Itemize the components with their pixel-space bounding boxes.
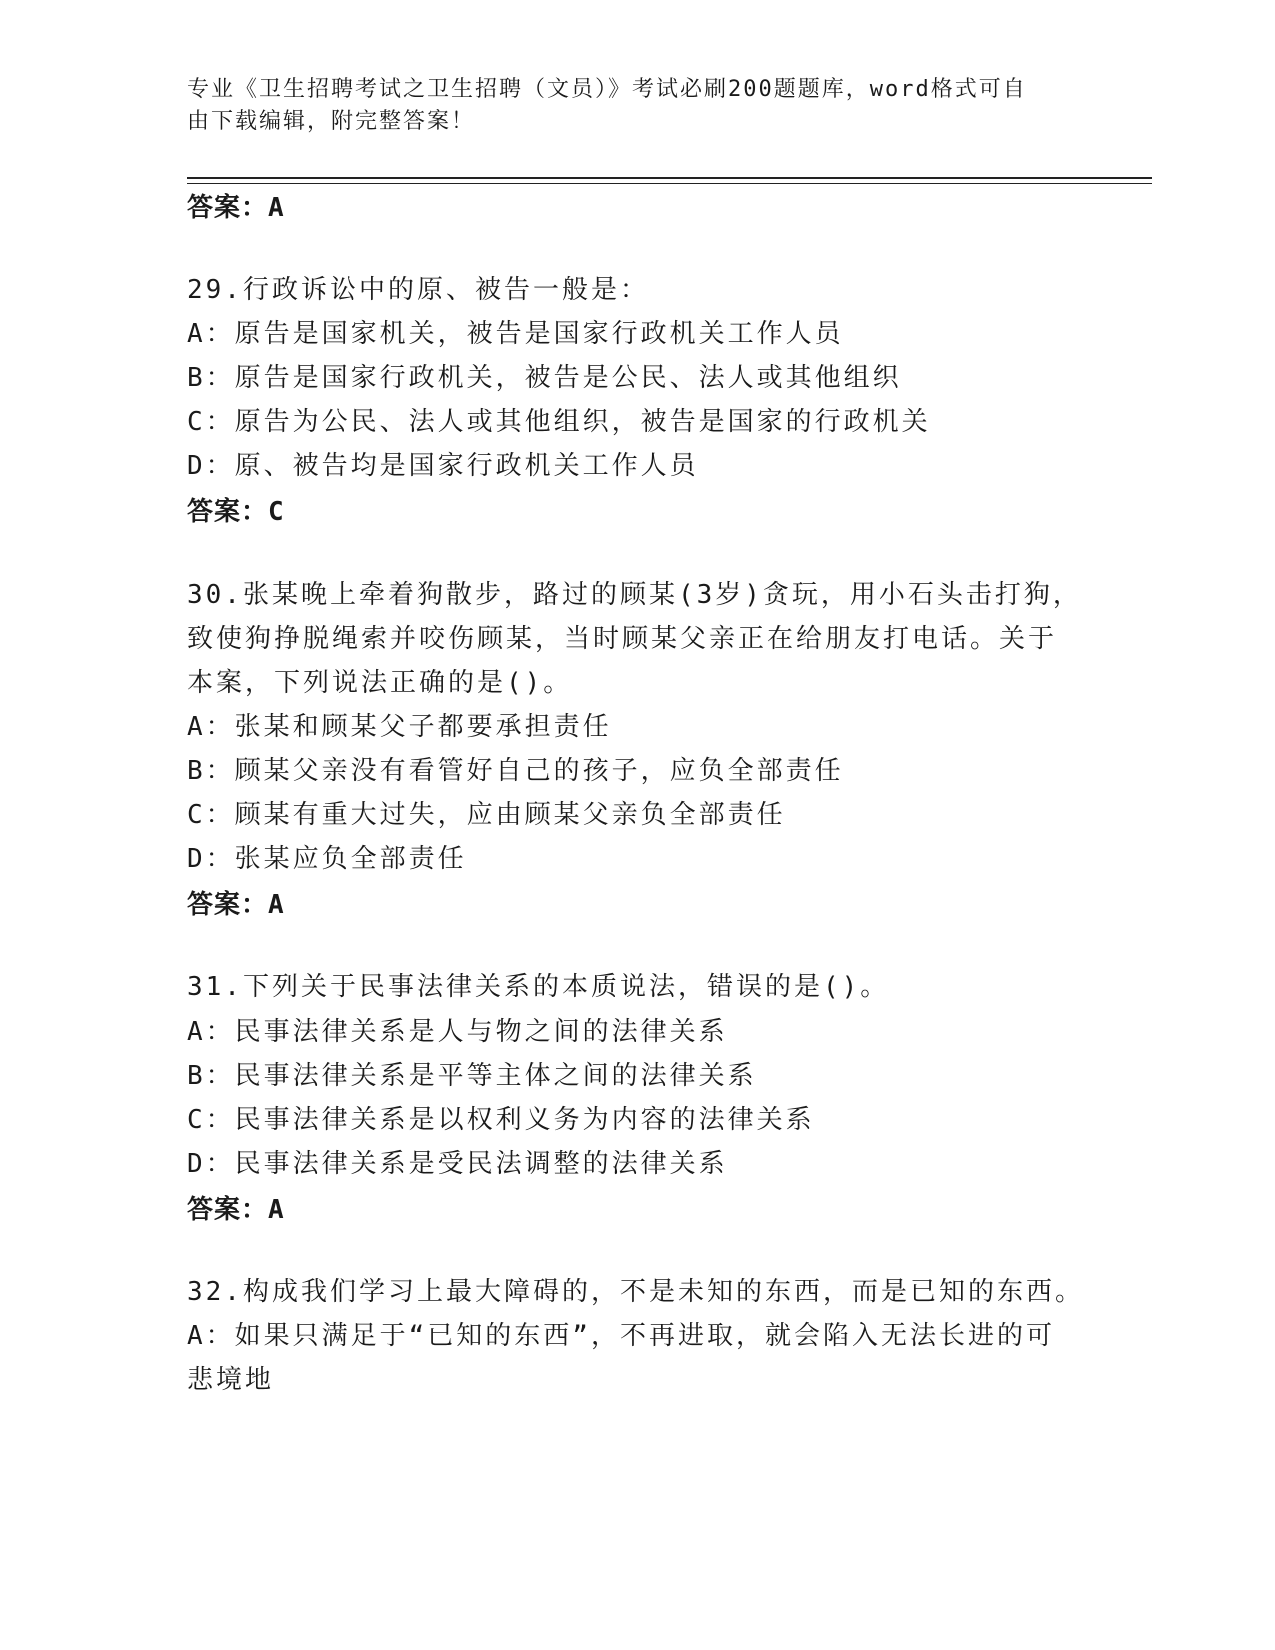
question-31-option-d: D：民事法律关系是受民法调整的法律关系 (187, 1149, 728, 1179)
question-30-stem-3: 本案，下列说法正确的是()。 (187, 668, 573, 698)
question-31-answer: 答案：A (187, 1195, 285, 1225)
question-29-option-b: B：原告是国家行政机关，被告是公民、法人或其他组织 (187, 363, 902, 393)
question-29-option-d: D：原、被告均是国家行政机关工作人员 (187, 451, 699, 481)
question-31-option-a: A：民事法律关系是人与物之间的法律关系 (187, 1017, 728, 1047)
question-31-option-c: C：民事法律关系是以权利义务为内容的法律关系 (187, 1105, 815, 1135)
question-29-option-a: A：原告是国家机关，被告是国家行政机关工作人员 (187, 319, 844, 349)
question-29-option-c: C：原告为公民、法人或其他组织，被告是国家的行政机关 (187, 407, 931, 437)
question-29-stem: 29.行政诉讼中的原、被告一般是： (187, 275, 649, 305)
question-32-stem: 32.构成我们学习上最大障碍的，不是未知的东西，而是已知的东西。 (187, 1277, 1084, 1307)
header-divider-thick (187, 177, 1152, 179)
question-32-option-a-line-1: A：如果只满足于“已知的东西”，不再进取，就会陷入无法长进的可 (187, 1321, 1055, 1351)
header-line-2: 由下载编辑，附完整答案！ (187, 109, 476, 134)
question-32-option-a-line-2: 悲境地 (187, 1365, 275, 1395)
question-31-option-b: B：民事法律关系是平等主体之间的法律关系 (187, 1061, 757, 1091)
header-line-1: 专业《卫生招聘考试之卫生招聘（文员）》考试必刷200题题库，word格式可自 (187, 77, 1027, 102)
question-30-option-d: D：张某应负全部责任 (187, 844, 467, 874)
question-30-stem-1: 30.张某晚上牵着狗散步，路过的顾某(3岁)贪玩，用小石头击打狗， (187, 580, 1082, 610)
answer-prev: 答案：A (187, 193, 285, 223)
question-31-stem: 31.下列关于民事法律关系的本质说法，错误的是()。 (187, 972, 890, 1002)
question-30-option-a: A：张某和顾某父子都要承担责任 (187, 712, 612, 742)
header-divider-thin (187, 183, 1152, 184)
document-header (187, 74, 1087, 138)
question-30-answer: 答案：A (187, 890, 285, 920)
question-30-option-c: C：顾某有重大过失，应由顾某父亲负全部责任 (187, 800, 786, 830)
question-30-option-b: B：顾某父亲没有看管好自己的孩子，应负全部责任 (187, 756, 844, 786)
question-30-stem-2: 致使狗挣脱绳索并咬伤顾某，当时顾某父亲正在给朋友打电话。关于 (187, 624, 1058, 654)
question-29-answer: 答案：C (187, 497, 285, 527)
